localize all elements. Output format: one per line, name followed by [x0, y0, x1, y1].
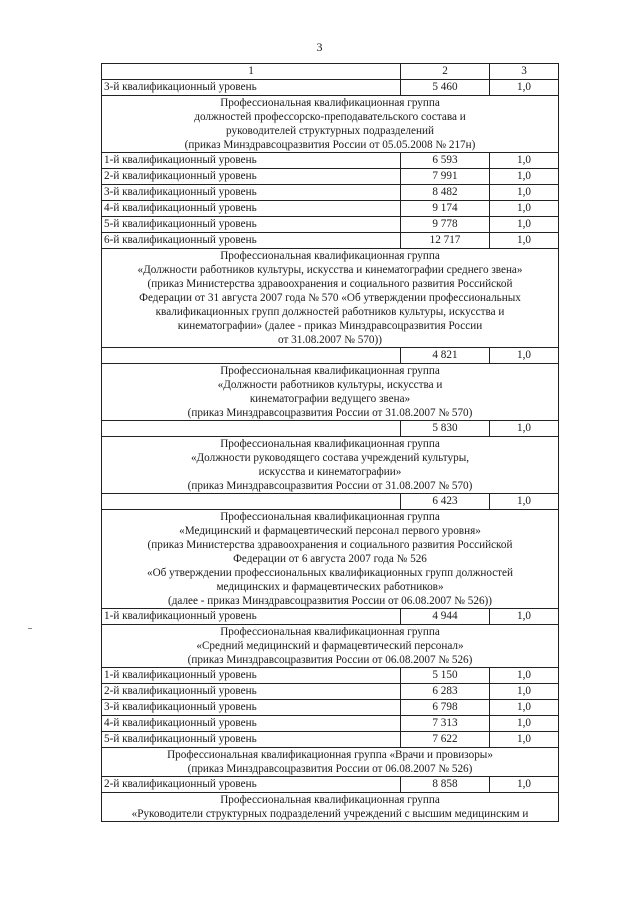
group-title: [102, 625, 559, 668]
coefficient-value: 1,0: [490, 684, 559, 700]
coefficient-value: 1,0: [490, 609, 559, 625]
table-row: [102, 732, 559, 748]
salary-value: 7 313: [401, 716, 490, 732]
coefficient-value: 1,0: [490, 700, 559, 716]
group-title-line: искусства и кинематографии»: [258, 466, 402, 478]
group-title-line: (далее - приказ Минздравсоцразвития России от 06.08.2007 № 526)): [167, 595, 493, 607]
table-row: [102, 494, 559, 510]
coefficient-value: 1,0: [490, 185, 559, 201]
group-title-line: Профессиональная квалификационная группа: [220, 250, 440, 262]
coefficient-value: 1,0: [490, 217, 559, 233]
level-label: 3-й квалификационный уровень: [102, 700, 401, 716]
table-row: [102, 609, 559, 625]
group-title-line: «Медицинский и фармацевтический персонал первого уровня»: [179, 525, 481, 537]
group-title-line: (приказ Министерства здравоохранения и социального развития Российской: [147, 278, 513, 290]
group-title-row: [102, 625, 559, 668]
group-title: [102, 793, 559, 822]
group-title-row: [102, 249, 559, 348]
group-title: [102, 748, 559, 777]
level-label: 1-й квалификационный уровень: [102, 153, 401, 169]
table-row: [102, 684, 559, 700]
group-title-line: (приказ Минздравсоцразвития России от 31.08.2007 № 570): [187, 407, 473, 419]
group-title-row: [102, 793, 559, 822]
group-title-line: «Об утверждении профессиональных квалификационных групп должностей: [146, 567, 513, 579]
level-label: 1-й квалификационный уровень: [102, 668, 401, 684]
coefficient-value: 1,0: [490, 233, 559, 249]
group-title-line: (приказ Минздравсоцразвития России от 06.08.2007 № 526): [187, 654, 473, 666]
level-label: 6-й квалификационный уровень: [102, 233, 401, 249]
group-title-line: Профессиональная квалификационная группа: [220, 97, 440, 109]
table-row: [102, 80, 559, 96]
group-title-line: медицинских и фармацевтических работников»: [216, 581, 444, 593]
level-label: [102, 494, 401, 510]
salary-value: 9 778: [401, 217, 490, 233]
table-row: [102, 169, 559, 185]
group-title-line: Профессиональная квалификационная группа: [220, 511, 440, 523]
coefficient-value: 1,0: [490, 421, 559, 437]
group-title-line: Профессиональная квалификационная группа: [220, 626, 440, 638]
group-title: [102, 364, 559, 421]
coefficient-value: 1,0: [490, 153, 559, 169]
group-title-line: (приказ Минздравсоцразвития России от 06.08.2007 № 526): [187, 763, 473, 775]
salary-table: [101, 63, 559, 822]
level-label: [102, 348, 401, 364]
salary-value: 6 798: [401, 700, 490, 716]
level-label: [102, 421, 401, 437]
coefficient-value: 1,0: [490, 668, 559, 684]
group-title: [102, 249, 559, 348]
coefficient-value: 1,0: [490, 201, 559, 217]
table-row: [102, 233, 559, 249]
group-title-line: Федерации от 6 августа 2007 года № 526: [233, 553, 427, 565]
group-title-line: Федерации от 31 августа 2007 года № 570 «Об утверждении профессиональных: [139, 292, 521, 304]
group-title-line: (приказ Министерства здравоохранения и социального развития Российской: [147, 539, 513, 551]
level-label: 1-й квалификационный уровень: [102, 609, 401, 625]
table-row: [102, 348, 559, 364]
table-row: [102, 201, 559, 217]
group-title-line: «Средний медицинский и фармацевтический персонал»: [196, 640, 464, 652]
header-col-3: 3: [490, 64, 559, 80]
salary-value: 6 423: [401, 494, 490, 510]
level-label: 5-й квалификационный уровень: [102, 732, 401, 748]
group-title-row: [102, 96, 559, 153]
salary-value: 4 944: [401, 609, 490, 625]
salary-value: 7 991: [401, 169, 490, 185]
level-label: 2-й квалификационный уровень: [102, 169, 401, 185]
table-row: [102, 185, 559, 201]
group-title-row: [102, 437, 559, 494]
group-title: [102, 437, 559, 494]
table-row: [102, 777, 559, 793]
table-row: [102, 421, 559, 437]
group-title-line: «Должности работников культуры, искусства и: [217, 379, 443, 391]
salary-value: 12 717: [401, 233, 490, 249]
group-title-line: должностей профессорско-преподавательского состава и: [194, 111, 466, 123]
group-title-line: от 31.08.2007 № 570)): [278, 334, 382, 346]
header-col-1: 1: [102, 64, 401, 80]
salary-value: 5 830: [401, 421, 490, 437]
level-label: 2-й квалификационный уровень: [102, 684, 401, 700]
table-row: [102, 716, 559, 732]
group-title-line: кинематографии» (далее - приказ Минздравсоцразвития России: [177, 320, 483, 332]
level-label: 4-й квалификационный уровень: [102, 716, 401, 732]
group-title-row: [102, 748, 559, 777]
table-row: [102, 217, 559, 233]
salary-value: 6 283: [401, 684, 490, 700]
coefficient-value: 1,0: [490, 777, 559, 793]
coefficient-value: 1,0: [490, 348, 559, 364]
group-title-line: «Руководители структурных подразделений учреждений с высшим медицинским и: [131, 808, 529, 820]
group-title-row: [102, 510, 559, 609]
group-title-row: [102, 364, 559, 421]
table-row: [102, 700, 559, 716]
group-title: [102, 510, 559, 609]
salary-value: 4 821: [401, 348, 490, 364]
group-title-line: квалификационных групп должностей работников культуры, искусства и: [155, 306, 505, 318]
level-label: 3-й квалификационный уровень: [102, 80, 401, 96]
salary-value: 8 858: [401, 777, 490, 793]
page-number: 3: [316, 40, 323, 54]
salary-value: 5 150: [401, 668, 490, 684]
group-title: [102, 96, 559, 153]
coefficient-value: 1,0: [490, 80, 559, 96]
header-row: [102, 64, 559, 80]
table-body: [102, 64, 559, 822]
coefficient-value: 1,0: [490, 716, 559, 732]
level-label: 3-й квалификационный уровень: [102, 185, 401, 201]
table-row: [102, 153, 559, 169]
group-title-line: «Должности работников культуры, искусства и кинематографии среднего звена»: [137, 264, 523, 276]
group-title-line: Профессиональная квалификационная группа: [220, 365, 440, 377]
level-label: 5-й квалификационный уровень: [102, 217, 401, 233]
group-title-line: Профессиональная квалификационная группа: [220, 794, 440, 806]
coefficient-value: 1,0: [490, 169, 559, 185]
salary-value: 5 460: [401, 80, 490, 96]
margin-mark: [28, 628, 32, 629]
group-title-line: руководителей структурных подразделений: [226, 125, 434, 137]
level-label: 2-й квалификационный уровень: [102, 777, 401, 793]
table-row: [102, 668, 559, 684]
coefficient-value: 1,0: [490, 494, 559, 510]
salary-value: 9 174: [401, 201, 490, 217]
group-title-line: (приказ Минздравсоцразвития России от 05.05.2008 № 217н): [184, 139, 476, 151]
coefficient-value: 1,0: [490, 732, 559, 748]
salary-value: 7 622: [401, 732, 490, 748]
salary-value: 6 593: [401, 153, 490, 169]
group-title-line: (приказ Минздравсоцразвития России от 31.08.2007 № 570): [187, 480, 473, 492]
level-label: 4-й квалификационный уровень: [102, 201, 401, 217]
header-col-2: 2: [401, 64, 490, 80]
group-title-line: Профессиональная квалификационная группа «Врачи и провизоры»: [167, 749, 493, 761]
salary-value: 8 482: [401, 185, 490, 201]
group-title-line: Профессиональная квалификационная группа: [220, 438, 440, 450]
group-title-line: «Должности руководящего состава учреждений культуры,: [190, 452, 470, 464]
group-title-line: кинематографии ведущего звена»: [249, 393, 411, 405]
